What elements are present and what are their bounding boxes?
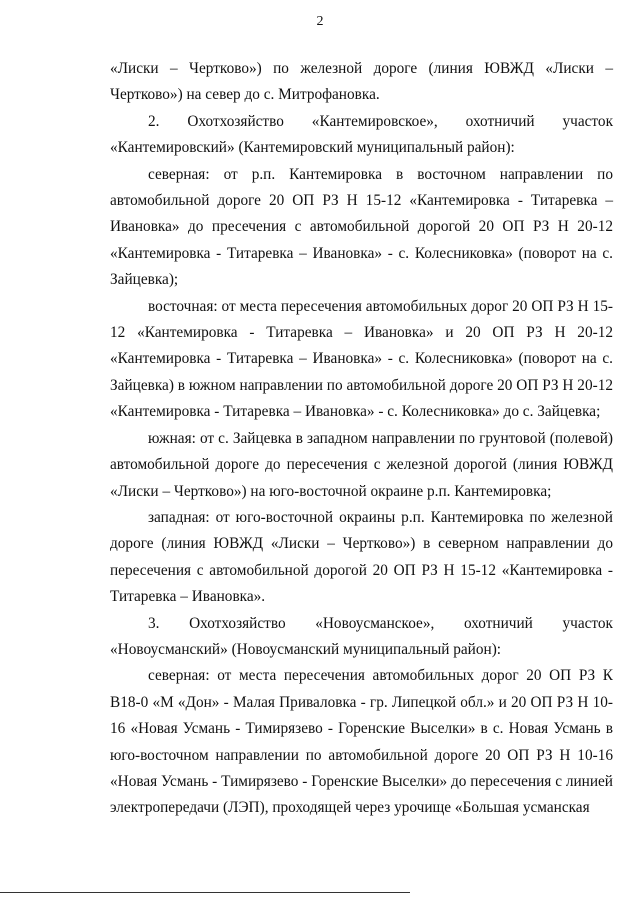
paragraph-north-border: северная: от места пересечения автомобильных дорог 20 ОП РЗ К В18-0 «М «Дон» - Малая Приваловка - гр. Липецкой обл.» и 20 ОП РЗ Н 10-16 «Новая Усмань - Тимирязево - Горенские Выселки» в с. Новая Усмань в юго-восточном направлении по автомобильной дороге 20 ОП РЗ Н 10-16 «Новая Усмань - Тимирязево - Горенские Выселки» до пересечения с линией электропередачи (ЛЭП), проходящей через урочище «Большая усманская bbox=[110, 667, 613, 817]
document-body bbox=[110, 56, 613, 822]
paragraph: «Лиски – Чертково») по железной дороге (линия ЮВЖД «Лиски – Чертково») на север до с. Митрофановка. bbox=[110, 60, 613, 104]
paragraph-west-border: западная: от юго-восточной окраины р.п. Кантемировка по железной дороге (линия ЮВЖД «Лиски – Чертково») в северном направлении до пересечения с автомобильной дорогой 20 ОП РЗ Н 15-12 «Кантемировка - Титаревка – Ивановка». bbox=[110, 508, 613, 606]
section-heading-2: 2. Охотхозяйство «Кантемировское», охотничий участок «Кантемировский» (Кантемировский муниципальный район): bbox=[110, 112, 613, 157]
page-number: 2 bbox=[316, 14, 324, 29]
paragraph-north-border: северная: от р.п. Кантемировка в восточном направлении по автомобильной дороге 20 ОП РЗ Н 15-12 «Кантемировка - Титаревка – Ивановка» до пресечения с автомобильной дорогой 20 ОП РЗ Н 20-12 «Кантемировка - Титаревка – Ивановка» - с. Колесниковка» (поворот на с. Зайцевка); bbox=[110, 165, 613, 289]
paragraph-east-border: восточная: от места пересечения автомобильных дорог 20 ОП РЗ Н 15-12 «Кантемировка - Титаревка – Ивановка» и 20 ОП РЗ Н 20-12 «Кантемировка - Титаревка – Ивановка» - с. Колесниковка» (поворот на с. Зайцевка) в южном направлении по автомобильной дороге 20 ОП РЗ Н 20-12 «Кантемировка - Титаревка – Ивановка» - с. Колесниковка» до с. Зайцевка; bbox=[110, 297, 613, 421]
section-heading-3: 3. Охотхозяйство «Новоусманское», охотничий участок «Новоусманский» (Новоусманский муниципальный район): bbox=[110, 614, 613, 658]
footer-divider bbox=[0, 892, 410, 893]
paragraph-south-border: южная: от с. Зайцевка в западном направлении по грунтовой (полевой) автомобильной дороге до пересечения с железной дорогой (линия ЮВЖД «Лиски – Чертково») на юго-восточной окраине р.п. Кантемировка; bbox=[110, 429, 613, 500]
